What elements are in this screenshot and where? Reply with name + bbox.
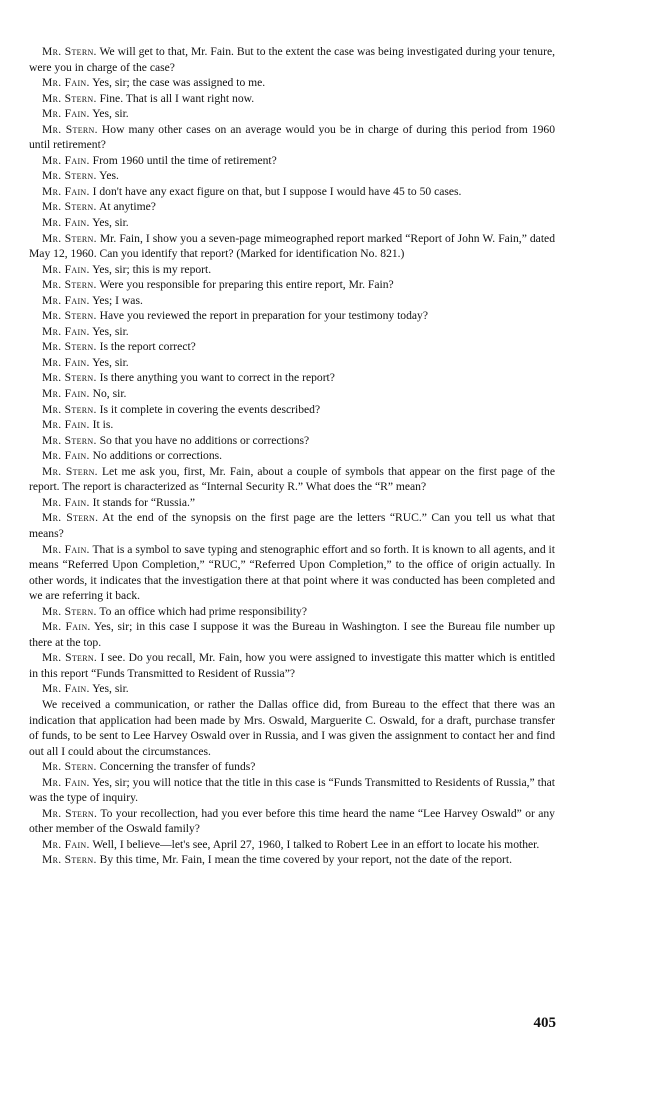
- speech-text: To your recollection, had you ever before this time heard the name “Lee Harvey Oswald” or any other member of the Oswald family?: [29, 806, 555, 836]
- speech-text: Yes, sir; in this case I suppose it was the Bureau in Washington. I see the Bureau file number up there at the top.: [29, 620, 555, 649]
- speech-text: Yes, sir.: [92, 107, 129, 121]
- speaker-label: Mr. Stern.: [42, 760, 97, 774]
- speech-text: To an office which had prime responsibility?: [99, 604, 307, 618]
- speech-text: Yes, sir.: [92, 324, 129, 338]
- speech-text: No additions or corrections.: [92, 449, 223, 463]
- speech-text: No, sir.: [92, 387, 127, 401]
- speaker-label: Mr. Stern.: [42, 511, 99, 525]
- speaker-label: Mr. Fain.: [42, 387, 90, 401]
- speech-text: Yes, sir.: [92, 216, 129, 230]
- speaker-label: Mr. Stern.: [42, 45, 97, 58]
- speech-text: Yes.: [99, 169, 119, 183]
- speaker-label: Mr. Stern.: [42, 604, 97, 618]
- speech-text: It is.: [92, 418, 114, 432]
- transcript-paragraph: [29, 604, 555, 620]
- transcript-paragraph: [29, 448, 555, 464]
- transcript-paragraph: [29, 293, 555, 309]
- speaker-label: Mr. Fain.: [42, 682, 90, 696]
- transcript-paragraph: [29, 215, 555, 231]
- speaker-label: Mr. Fain.: [42, 620, 91, 634]
- transcript-paragraph: [29, 153, 555, 169]
- speaker-label: Mr. Stern.: [42, 200, 97, 214]
- transcript-paragraph: [29, 837, 555, 853]
- speaker-label: Mr. Fain.: [42, 449, 90, 463]
- speaker-label: Mr. Fain.: [42, 542, 90, 556]
- speaker-label: Mr. Fain.: [42, 184, 90, 198]
- speaker-label: Mr. Stern.: [42, 402, 97, 416]
- transcript-paragraph: [29, 775, 555, 806]
- speech-text: Fine. That is all I want right now.: [99, 91, 255, 105]
- transcript-paragraph: [29, 277, 555, 293]
- speech-text: Well, I believe—let's see, April 27, 1960, I talked to Robert Lee in an effort to locate his mother.: [92, 837, 540, 851]
- speaker-label: Mr. Stern.: [42, 231, 97, 245]
- transcript-paragraph: [29, 91, 555, 107]
- transcript-paragraph: [29, 168, 555, 184]
- transcript-paragraph: [29, 542, 555, 604]
- transcript-paragraph: [29, 495, 555, 511]
- speaker-label: Mr. Fain.: [42, 355, 90, 369]
- speech-text: Is it complete in covering the events described?: [99, 402, 321, 416]
- speech-text: Yes, sir.: [92, 682, 129, 696]
- page-number: 405: [533, 1015, 556, 1031]
- transcript-paragraph: [29, 510, 555, 541]
- transcript-paragraph: [29, 402, 555, 418]
- speaker-label: Mr. Fain.: [42, 262, 90, 276]
- speaker-label: Mr. Stern.: [42, 278, 97, 292]
- transcript-paragraph: [29, 433, 555, 449]
- speaker-label: Mr. Stern.: [42, 91, 97, 105]
- transcript-paragraph: [29, 355, 555, 371]
- transcript-paragraph: [29, 619, 555, 650]
- transcript-paragraph: [29, 262, 555, 278]
- transcript-paragraph: [29, 184, 555, 200]
- speaker-label: Mr. Stern.: [42, 340, 97, 354]
- speech-text: Is the report correct?: [99, 340, 196, 354]
- speaker-label: Mr. Fain.: [42, 107, 90, 121]
- speaker-label: Mr. Stern.: [42, 853, 97, 867]
- speech-text: Is there anything you want to correct in the report?: [99, 371, 335, 385]
- speech-text: It stands for “Russia.”: [92, 495, 196, 509]
- speaker-label: Mr. Fain.: [42, 418, 90, 432]
- speech-text: Yes, sir; the case was assigned to me.: [92, 76, 266, 90]
- speaker-label: Mr. Fain.: [42, 324, 90, 338]
- transcript-paragraph: [29, 122, 555, 153]
- speech-text: I see. Do you recall, Mr. Fain, how you were assigned to investigate this matter which is entitled in this report “Funds Transmitted to Resident of Russia”?: [29, 651, 555, 680]
- transcript-paragraph: [29, 231, 555, 262]
- speech-text: So that you have no additions or corrections?: [99, 433, 310, 447]
- speaker-label: Mr. Stern.: [42, 433, 97, 447]
- transcript-paragraph: [29, 681, 555, 697]
- speaker-label: Mr. Stern.: [42, 464, 98, 478]
- transcript-paragraph: [29, 339, 555, 355]
- transcript-paragraph: [29, 650, 555, 681]
- speaker-label: Mr. Stern.: [42, 806, 98, 820]
- speech-text: Yes, sir; you will notice that the title in this case is “Funds Transmitted to Residents of Russia,” that was the type of inquiry.: [29, 775, 555, 805]
- speaker-label: Mr. Fain.: [42, 775, 90, 789]
- transcript-paragraph: [29, 386, 555, 402]
- speech-text: At the end of the synopsis on the first page are the letters “RUC.” Can you tell us what that means?: [29, 511, 555, 540]
- transcript-paragraph: [29, 417, 555, 433]
- speech-text: Yes, sir.: [92, 355, 129, 369]
- speech-text: I don't have any exact figure on that, but I suppose I would have 45 to 50 cases.: [92, 184, 462, 198]
- speaker-label: Mr. Fain.: [42, 495, 90, 509]
- transcript-paragraph: [29, 106, 555, 122]
- speech-text: Have you reviewed the report in preparation for your testimony today?: [99, 309, 428, 323]
- speaker-label: Mr. Fain.: [42, 153, 90, 167]
- transcript-paragraph: [29, 308, 555, 324]
- speech-text: At anytime?: [98, 200, 156, 214]
- speaker-label: Mr. Fain.: [42, 293, 90, 307]
- speech-text: How many other cases on an average would you be in charge of during this period from 1960 until retirement?: [29, 122, 555, 152]
- transcript-paragraph: [29, 370, 555, 386]
- speaker-label: Mr. Fain.: [42, 76, 90, 90]
- transcript-paragraph: [29, 75, 555, 91]
- speaker-label: Mr. Stern.: [42, 371, 97, 385]
- speech-text: That is a symbol to save typing and stenographic effort and so forth. It is known to all agents, and it means “Referred Upon Completion,” “RUC,” “Referred Upon Completion,” to the office of origin actually. In other words, it indicates that the investigation there at that point where it was conducted has been completed and we are referring it back.: [29, 542, 555, 603]
- speech-text: Concerning the transfer of funds?: [99, 760, 256, 774]
- transcript-paragraph: [29, 324, 555, 340]
- speech-text: Let me ask you, first, Mr. Fain, about a couple of symbols that appear on the first page of the report. The report is characterized as “Internal Security R.” What does the “R” mean?: [29, 464, 555, 494]
- speech-text: We received a communication, or rather the Dallas office did, from Bureau to the effect that there was an indication that application had been made by Mrs. Oswald, Marguerite C. Oswald, for a draft, purchase transfer of funds, to be sent to Lee Harvey Oswald over in Russia, and I was given the assignment to contact her and find out all I could about the circumstances.: [29, 697, 555, 758]
- transcript-paragraph: [29, 464, 555, 495]
- transcript-paragraph: [29, 44, 555, 75]
- speaker-label: Mr. Stern.: [42, 309, 97, 323]
- transcript-paragraph: [29, 697, 555, 759]
- speaker-label: Mr. Fain.: [42, 837, 90, 851]
- speech-text: From 1960 until the time of retirement?: [92, 153, 277, 167]
- speaker-label: Mr. Stern.: [42, 651, 98, 665]
- transcript-paragraph: [29, 852, 555, 868]
- speech-text: Yes; I was.: [92, 293, 143, 307]
- speech-text: By this time, Mr. Fain, I mean the time covered by your report, not the date of the report.: [99, 853, 513, 867]
- speech-text: Yes, sir; this is my report.: [92, 262, 212, 276]
- speaker-label: Mr. Stern.: [42, 122, 98, 136]
- speaker-label: Mr. Stern.: [42, 169, 97, 183]
- transcript-paragraph: [29, 806, 555, 837]
- transcript-paragraph: [29, 199, 555, 215]
- speech-text: Mr. Fain, I show you a seven-page mimeographed report marked “Report of John W. Fain,” dated May 12, 1960. Can you identify that report? (Marked for identification No. 821.): [29, 231, 555, 261]
- speech-text: Were you responsible for preparing this entire report, Mr. Fain?: [99, 278, 394, 292]
- transcript-paragraph: [29, 759, 555, 775]
- speech-text: We will get to that, Mr. Fain. But to the extent the case was being investigated during your tenure, were you in charge of the case?: [29, 45, 555, 74]
- transcript-body: [29, 44, 555, 868]
- speaker-label: Mr. Fain.: [42, 216, 90, 230]
